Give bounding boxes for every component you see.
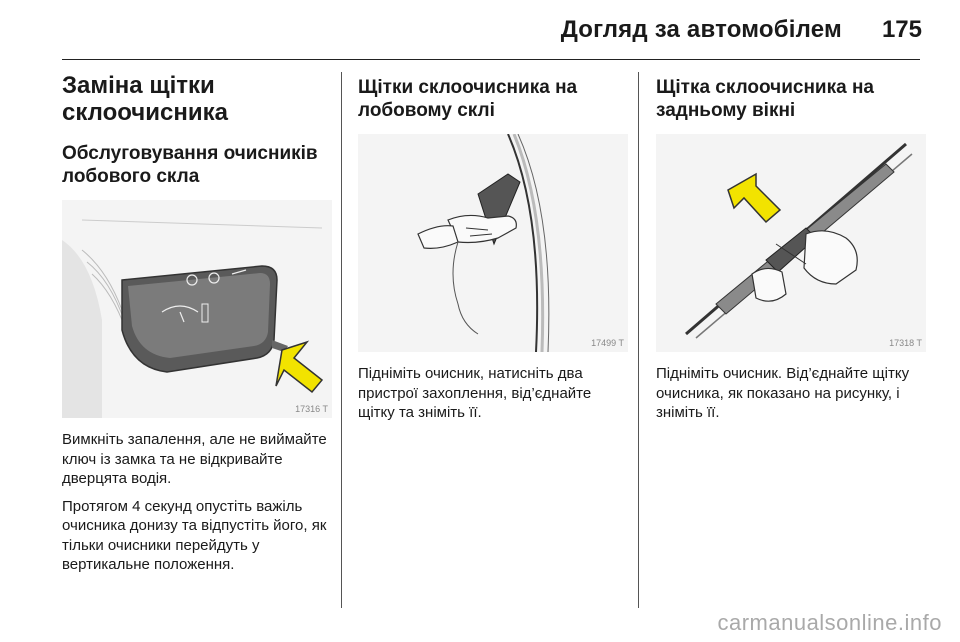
rear-wiper-drawing xyxy=(656,134,926,352)
figure-code: 17318 T xyxy=(889,338,922,348)
stalk-illustration xyxy=(62,200,332,418)
header-rule xyxy=(62,59,920,60)
windscreen-blade-illustration xyxy=(358,134,628,352)
instruction-paragraph-1: Вимкніть запалення, але не виймайте ключ із замка та не відкривайте дверцята водія. xyxy=(62,431,327,487)
column-2 xyxy=(358,72,628,423)
figure-code: 17499 T xyxy=(591,338,624,348)
column-divider-1 xyxy=(341,72,342,608)
windscreen-wiper-drawing xyxy=(358,134,628,352)
column-divider-2 xyxy=(638,72,639,608)
column-3 xyxy=(656,72,926,423)
site-watermark: carmanualsonline.info xyxy=(717,610,942,635)
figure-code: 17316 T xyxy=(295,404,328,414)
wiper-stalk-drawing xyxy=(62,200,332,418)
subsection-heading: Щітка склоочисника на задньому вікні xyxy=(656,77,874,121)
column-1 xyxy=(62,72,332,575)
instruction-paragraph-2: Протягом 4 секунд опустіть важіль очисника донизу та відпустіть його, як тільки очисники перейдуть у вертикальне положення. xyxy=(62,497,327,573)
rear-blade-illustration xyxy=(656,134,926,352)
section-heading: Заміна щітки склоочисника xyxy=(62,72,228,126)
section-title: Догляд за автомобілем xyxy=(560,16,842,43)
instruction-paragraph: Підніміть очисник. Від’єднайте щітку очисника, як показано на рисунку, і зніміть її. xyxy=(656,365,910,421)
subsection-heading: Щітки склоочисника на лобовому склі xyxy=(358,77,578,121)
instruction-paragraph: Підніміть очисник, натисніть два пристрої захоплення, від’єднайте щітку та зніміть її. xyxy=(358,365,592,421)
page-number: 175 xyxy=(881,16,922,43)
subsection-heading: Обслуговування очисників лобового скла xyxy=(62,143,318,187)
page-header xyxy=(0,0,960,60)
